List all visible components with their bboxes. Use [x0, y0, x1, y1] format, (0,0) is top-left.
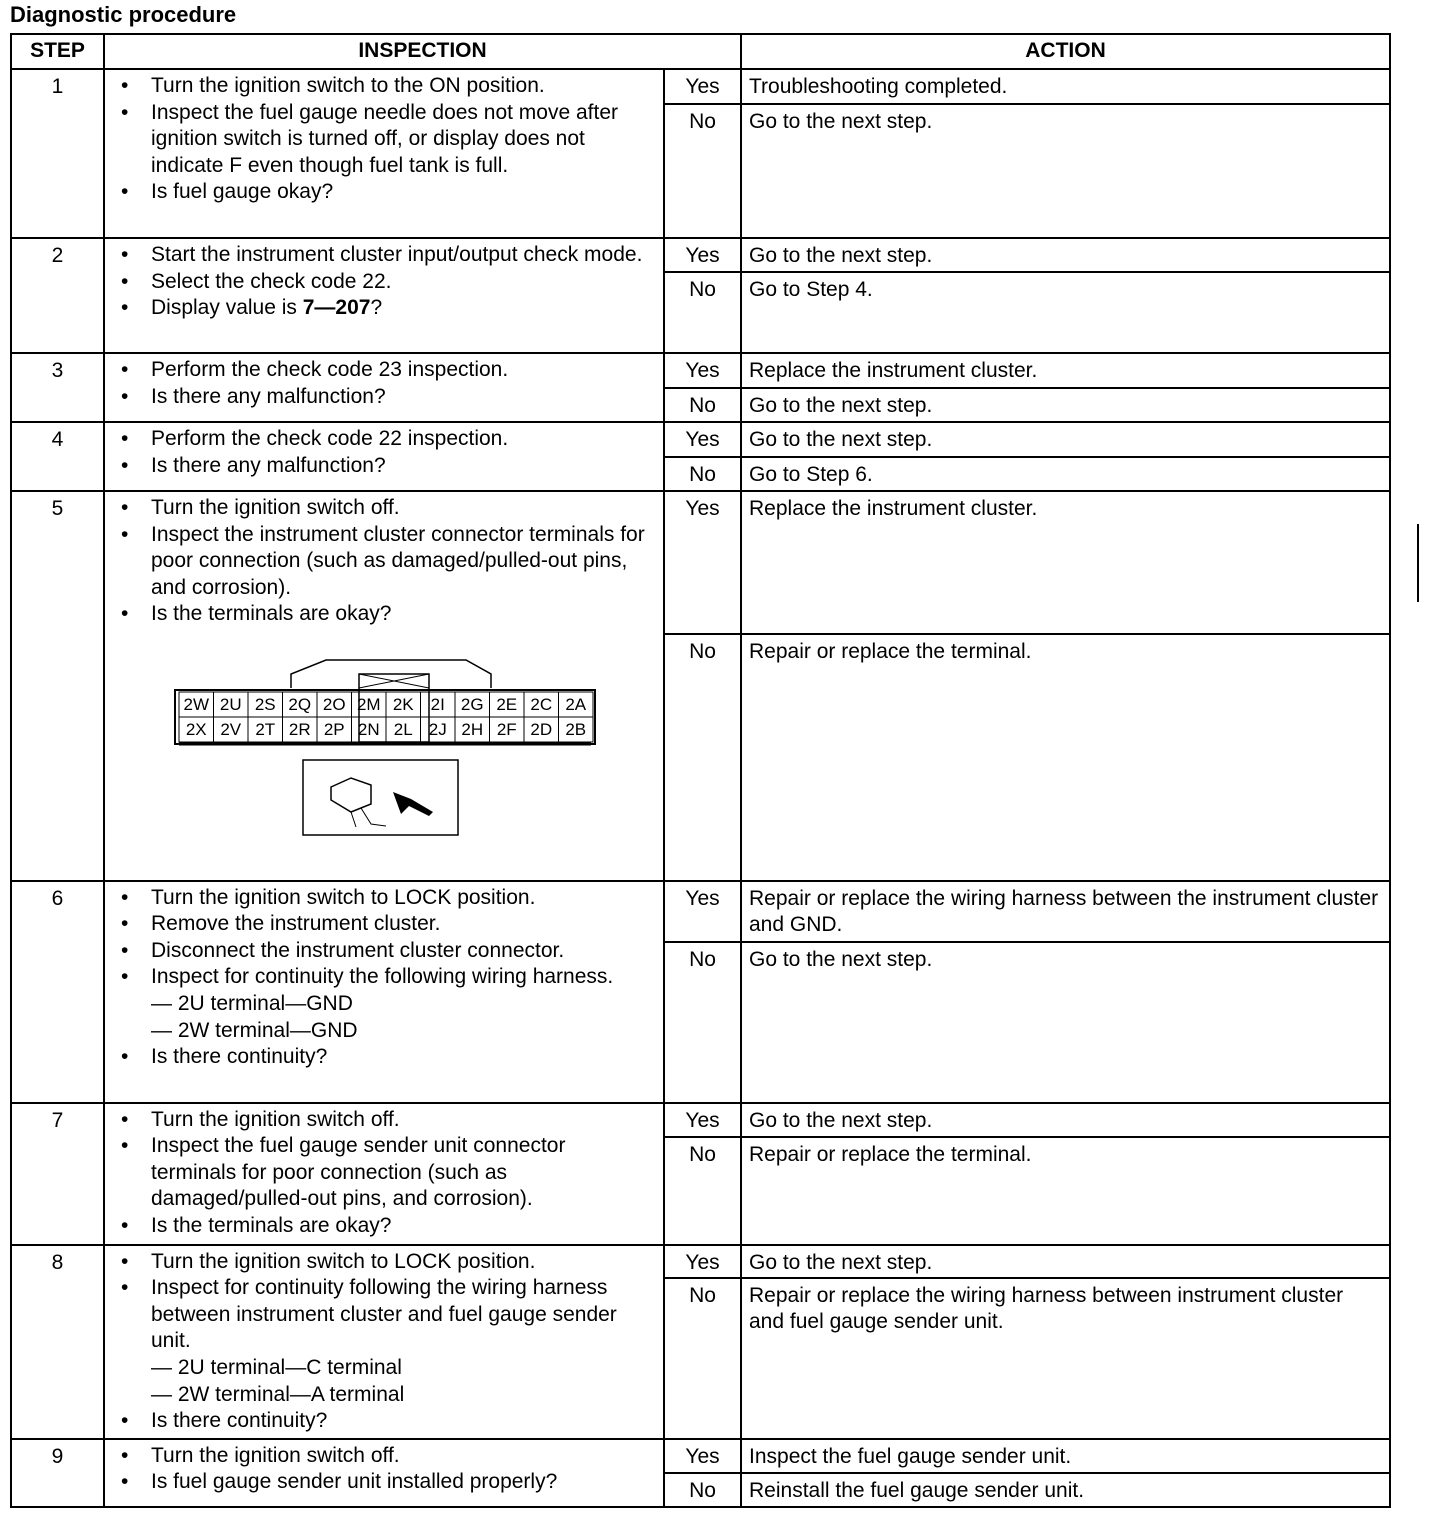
yes-label: Yes	[664, 69, 741, 104]
step-row-yes	[11, 1245, 1390, 1278]
no-action: Go to the next step.	[741, 388, 1390, 422]
yes-label: Yes	[664, 1245, 741, 1278]
no-label: No	[664, 1278, 741, 1439]
inspection-item: • Inspect the fuel gauge needle does not move after ignition switch is turned off, or display does not indicate F even though fuel tank is full.	[113, 100, 655, 180]
terminal-label: 2X	[185, 719, 207, 739]
terminal-label: 2H	[461, 719, 484, 739]
inspection-item: • Turn the ignition switch to LOCK position.	[113, 1249, 655, 1276]
step-number: 1	[11, 69, 104, 238]
no-label: No	[664, 388, 741, 422]
inspection-item: • Inspect for continuity the following wiring harness.	[113, 964, 655, 991]
terminal-label: 2G	[460, 694, 484, 714]
inspection-cell	[104, 238, 664, 353]
no-action: Go to the next step.	[741, 104, 1390, 238]
inspection-cell	[104, 491, 664, 881]
terminal-label: 2M	[356, 694, 381, 714]
yes-action: Replace the instrument cluster.	[741, 353, 1390, 388]
step-row-yes	[11, 881, 1390, 942]
terminal-label: 2R	[288, 719, 311, 739]
inspection-item: • Is the terminals are okay?	[113, 601, 655, 628]
yes-label: Yes	[664, 1439, 741, 1473]
terminal-label: 2Q	[288, 694, 312, 714]
header-row	[11, 34, 1390, 69]
step-number: 7	[11, 1103, 104, 1245]
no-action: Go to the next step.	[741, 942, 1390, 1103]
inspection-cell	[104, 69, 664, 238]
inspection-subitem: — 2W terminal—GND	[151, 1018, 358, 1042]
inspection-text: ?	[370, 296, 383, 320]
step-row-yes	[11, 491, 1390, 634]
no-label: No	[664, 272, 741, 353]
inspection-cell	[104, 1439, 664, 1507]
diagnostic-table	[10, 33, 1391, 1508]
no-action: Repair or replace the wiring harness between instrument cluster and fuel gauge sender unit.	[741, 1278, 1390, 1439]
terminal-label: 2V	[220, 719, 242, 739]
terminal-label: 2P	[323, 719, 345, 739]
terminal-label: 2B	[565, 719, 587, 739]
terminal-label: 2E	[496, 694, 518, 714]
no-action: Repair or replace the terminal.	[741, 1137, 1390, 1245]
inspection-item: • Is fuel gauge okay?	[113, 179, 655, 206]
inspection-subitem: — 2U terminal—GND	[151, 991, 353, 1015]
terminal-label: 2K	[392, 694, 414, 714]
inspection-item: • Is there any malfunction?	[113, 453, 655, 480]
inspection-item: • Is there continuity?	[113, 1408, 655, 1435]
yes-label: Yes	[664, 422, 741, 457]
display-value: 7—207	[302, 296, 371, 320]
yes-action: Repair or replace the wiring harness between the instrument cluster and GND.	[741, 881, 1390, 942]
terminal-label: 2O	[322, 694, 346, 714]
header-action: ACTION	[741, 34, 1390, 69]
step-row-yes	[11, 69, 1390, 104]
no-action: Go to Step 6.	[741, 457, 1390, 491]
step-number: 4	[11, 422, 104, 491]
step-number: 8	[11, 1245, 104, 1439]
terminal-label: 2D	[530, 719, 553, 739]
terminal-label: 2C	[530, 694, 553, 714]
terminal-label: 2I	[430, 694, 445, 714]
yes-action: Go to the next step.	[741, 422, 1390, 457]
yes-label: Yes	[664, 353, 741, 388]
inspection-item: • Turn the ignition switch off.	[113, 495, 655, 522]
step-row-yes	[11, 422, 1390, 457]
step-row-yes	[11, 1439, 1390, 1473]
inspection-cell	[104, 1245, 664, 1439]
inspection-item: • Is the terminals are okay?	[113, 1213, 655, 1240]
yes-action: Go to the next step.	[741, 1103, 1390, 1137]
inspection-item: • Perform the check code 23 inspection.	[113, 357, 655, 384]
inspection-text: Display value is	[151, 296, 303, 320]
inspection-cell	[104, 881, 664, 1103]
inspection-subitem: — 2W terminal—A terminal	[151, 1382, 405, 1406]
inspection-item: • Perform the check code 22 inspection.	[113, 426, 655, 453]
yes-label: Yes	[664, 491, 741, 634]
terminal-label: 2S	[254, 694, 276, 714]
step-number: 2	[11, 238, 104, 353]
terminal-label: 2A	[565, 694, 587, 714]
terminal-label: 2L	[393, 719, 413, 739]
inspection-item: • Turn the ignition switch off.	[113, 1443, 655, 1470]
step-number: 5	[11, 491, 104, 881]
no-label: No	[664, 1473, 741, 1507]
inspection-item: • Is there continuity?	[113, 1044, 655, 1071]
inspection-item: • Turn the ignition switch to LOCK position.	[113, 885, 655, 912]
no-action: Reinstall the fuel gauge sender unit.	[741, 1473, 1390, 1507]
yes-action: Inspect the fuel gauge sender unit.	[741, 1439, 1390, 1473]
page-title: Diagnostic procedure	[10, 2, 237, 27]
yes-action: Replace the instrument cluster.	[741, 491, 1390, 634]
inspection-item: • Is there any malfunction?	[113, 384, 655, 411]
inspection-item	[113, 295, 655, 322]
margin-bar	[1417, 524, 1419, 602]
inspection-item: • Turn the ignition switch to the ON position.	[113, 73, 655, 100]
yes-label: Yes	[664, 238, 741, 272]
no-label: No	[664, 1137, 741, 1245]
header-inspection: INSPECTION	[104, 34, 741, 69]
inspection-item: • Inspect the instrument cluster connector terminals for poor connection (such as damaged/pulled-out pins, and corrosion).	[113, 522, 655, 602]
step-number: 6	[11, 881, 104, 1103]
step-number: 9	[11, 1439, 104, 1507]
inspection-item: • Disconnect the instrument cluster connector.	[113, 938, 655, 965]
terminal-label: 2J	[428, 719, 447, 739]
inspection-item: • Start the instrument cluster input/output check mode.	[113, 242, 655, 269]
inspection-cell	[104, 422, 664, 491]
terminal-label: 2F	[496, 719, 517, 739]
step-number: 3	[11, 353, 104, 422]
no-label: No	[664, 942, 741, 1103]
yes-action: Troubleshooting completed.	[741, 69, 1390, 104]
header-step: STEP	[11, 34, 104, 69]
inspection-item: • Remove the instrument cluster.	[113, 911, 655, 938]
yes-label: Yes	[664, 1103, 741, 1137]
inspection-item: • Select the check code 22.	[113, 269, 655, 296]
inspection-subitem: — 2U terminal—C terminal	[151, 1355, 402, 1379]
step-row-yes	[11, 238, 1390, 272]
yes-action: Go to the next step.	[741, 238, 1390, 272]
terminal-label: 2W	[183, 694, 209, 714]
step-row-yes	[11, 353, 1390, 388]
inspection-item: • Turn the ignition switch off.	[113, 1107, 655, 1134]
no-label: No	[664, 634, 741, 880]
terminal-label: 2N	[357, 719, 380, 739]
connector-view-box	[303, 760, 458, 835]
inspection-cell	[104, 353, 664, 422]
no-action: Go to Step 4.	[741, 272, 1390, 353]
yes-label: Yes	[664, 881, 741, 942]
terminal-label: 2T	[255, 719, 276, 739]
inspection-item: • Inspect the fuel gauge sender unit connector terminals for poor connection (such as damaged/pulled-out pins, and corrosion).	[113, 1133, 655, 1213]
yes-action: Go to the next step.	[741, 1245, 1390, 1278]
inspection-item: • Inspect for continuity following the wiring harness between instrument cluster and fuel gauge sender unit.	[113, 1275, 655, 1355]
no-label: No	[664, 104, 741, 238]
connector-diagram	[171, 652, 655, 860]
step-row-yes	[11, 1103, 1390, 1137]
inspection-item: • Is fuel gauge sender unit installed properly?	[113, 1469, 655, 1496]
no-action: Repair or replace the terminal.	[741, 634, 1390, 880]
inspection-cell	[104, 1103, 664, 1245]
terminal-label: 2U	[219, 694, 242, 714]
no-label: No	[664, 457, 741, 491]
